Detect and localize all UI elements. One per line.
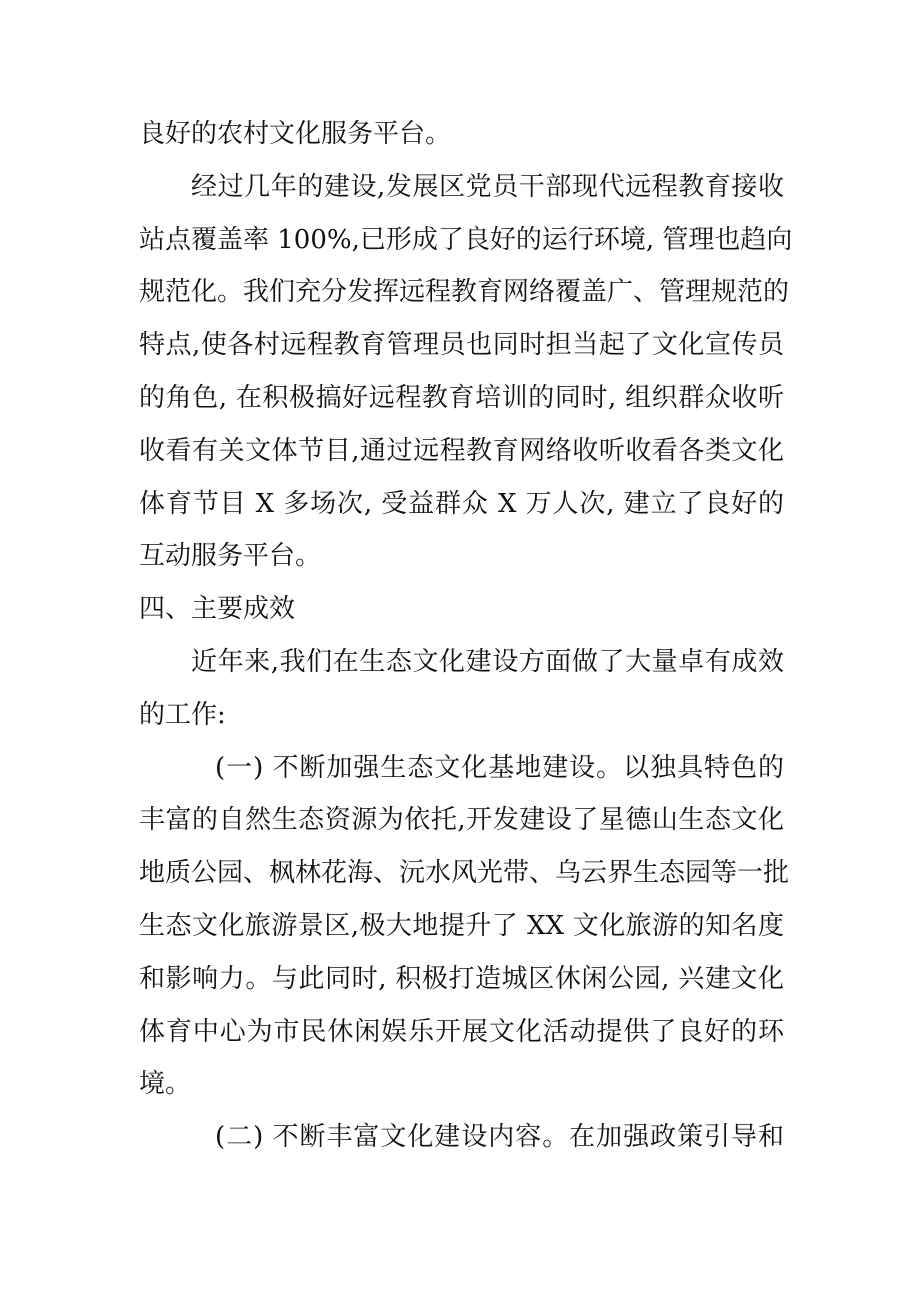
paragraph-line: 收看有关文体节目,通过远程教育网络收听收看各类文化 — [139, 435, 784, 466]
paragraph-line: 近年来,我们在生态文化建设方面做了大量卓有成效 — [191, 646, 784, 677]
document-body — [139, 108, 793, 1164]
section-heading: 四、主要成效 — [139, 594, 296, 625]
paragraph-line: 体育中心为市民休闲娱乐开展文化活动提供了良好的环 — [139, 1016, 784, 1047]
paragraph-line: 特点,使各村远程教育管理员也同时担当起了文化宣传员 — [139, 330, 784, 361]
paragraph-line: 和影响力。与此同时, 积极打造城区休闲公园, 兴建文化 — [139, 963, 784, 994]
paragraph-line: 规范化。我们充分发挥远程教育网络覆盖广、管理规范的 — [139, 277, 790, 308]
paragraph-line: 生态文化旅游景区,极大地提升了 XX 文化旅游的知名度 — [139, 910, 784, 941]
subsection-heading-line: (一) 不断加强生态文化基地建设。以独具特色的 — [215, 752, 784, 783]
paragraph-line: 的角色, 在积极搞好远程教育培训的同时, 组织群众收听 — [139, 382, 784, 413]
paragraph-line: 丰富的自然生态资源为依托,开发建设了星德山生态文化 — [139, 805, 784, 836]
paragraph-line: 互动服务平台。 — [139, 541, 322, 572]
paragraph-line: 经过几年的建设,发展区党员干部现代远程教育接收 — [191, 171, 784, 202]
paragraph-line: 良好的农村文化服务平台。 — [139, 119, 452, 149]
paragraph-line: 地质公园、枫林花海、沅水风光带、乌云界生态园等一批 — [139, 858, 790, 889]
subsection-heading-line: (二) 不断丰富文化建设内容。在加强政策引导和 — [215, 1122, 784, 1153]
paragraph-line: 站点覆盖率 100%,已形成了良好的运行环境, 管理也趋向 — [139, 224, 793, 255]
paragraph-line: 境。 — [139, 1069, 192, 1100]
paragraph-line: 的工作: — [139, 699, 226, 730]
paragraph-line: 体育节目 X 多场次, 受益群众 X 万人次, 建立了良好的 — [139, 488, 784, 519]
